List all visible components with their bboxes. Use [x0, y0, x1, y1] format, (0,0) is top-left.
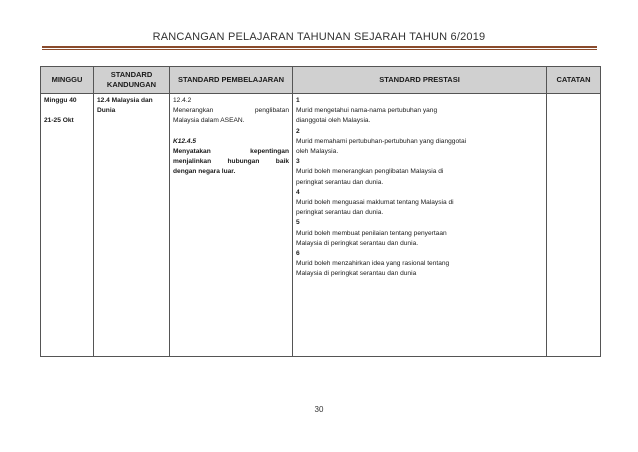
column-header-catatan: CATATAN	[547, 67, 601, 94]
pembelajaran-line-2: Malaysia dalam ASEAN.	[173, 117, 245, 125]
cell-standard-prestasi	[293, 94, 547, 357]
k-code: K12.4.5	[173, 137, 197, 145]
prestasi-line: Murid mengetahui nama-nama pertubuhan yang	[296, 107, 438, 115]
prestasi-line: Malaysia di peringkat serantau dan dunia.	[296, 239, 419, 247]
kandungan-text: 12.4 Malaysia dan Dunia	[97, 97, 153, 115]
table-header-row	[41, 67, 601, 94]
prestasi-level: 4	[296, 188, 300, 196]
column-header-standard-prestasi: STANDARD PRESTASI	[293, 67, 547, 94]
lesson-plan-table	[40, 66, 601, 357]
cell-standard-pembelajaran	[170, 94, 293, 357]
k-line-3: dengan negara luar.	[173, 168, 236, 176]
cell-minggu	[41, 94, 94, 357]
prestasi-line: Murid boleh menzahirkan idea yang rasional tentang	[296, 260, 450, 268]
week-date: 21-25 Okt	[44, 117, 74, 125]
prestasi-line: peringkat serantau dan dunia.	[296, 209, 384, 217]
prestasi-line: dianggotai oleh Malaysia.	[296, 117, 371, 125]
pembelajaran-code: 12.4.2	[173, 97, 192, 104]
column-header-minggu: MINGGU	[41, 67, 94, 94]
column-header-standard-pembelajaran: STANDARD PEMBELAJARAN	[170, 67, 293, 94]
k-line-2: menjalinkan hubungan baik	[173, 158, 289, 166]
prestasi-line: Malaysia di peringkat serantau dan dunia	[296, 270, 417, 278]
table-row	[41, 94, 601, 357]
title-divider	[42, 46, 597, 50]
prestasi-level: 2	[296, 127, 300, 135]
prestasi-level: 1	[296, 97, 300, 104]
k-line-1: Menyatakan kepentingan	[173, 147, 289, 155]
cell-standard-kandungan	[94, 94, 170, 357]
document-title: RANCANGAN PELAJARAN TAHUNAN SEJARAH TAHUN 6/2019	[152, 31, 486, 43]
prestasi-level: 5	[296, 219, 300, 227]
cell-catatan	[547, 94, 601, 357]
week-label: Minggu 40	[44, 97, 77, 104]
prestasi-line: Murid boleh membuat penilaian tentang penyertaan	[296, 229, 447, 237]
prestasi-line: oleh Malaysia.	[296, 148, 339, 156]
prestasi-line: Murid boleh menerangkan penglibatan Malaysia di	[296, 168, 444, 176]
prestasi-line: Murid boleh menguasai maklumat tentang Malaysia di	[296, 199, 454, 207]
prestasi-level: 6	[296, 250, 300, 258]
prestasi-line: Murid memahami pertubuhan-pertubuhan yang dianggotai	[296, 137, 467, 145]
column-header-standard-kandungan: STANDARD KANDUNGAN	[94, 67, 170, 94]
prestasi-level: 3	[296, 158, 300, 166]
pembelajaran-line-1: Menerangkan penglibatan	[173, 107, 289, 115]
prestasi-line: peringkat serantau dan dunia.	[296, 178, 384, 186]
page-number: 30	[314, 405, 324, 414]
